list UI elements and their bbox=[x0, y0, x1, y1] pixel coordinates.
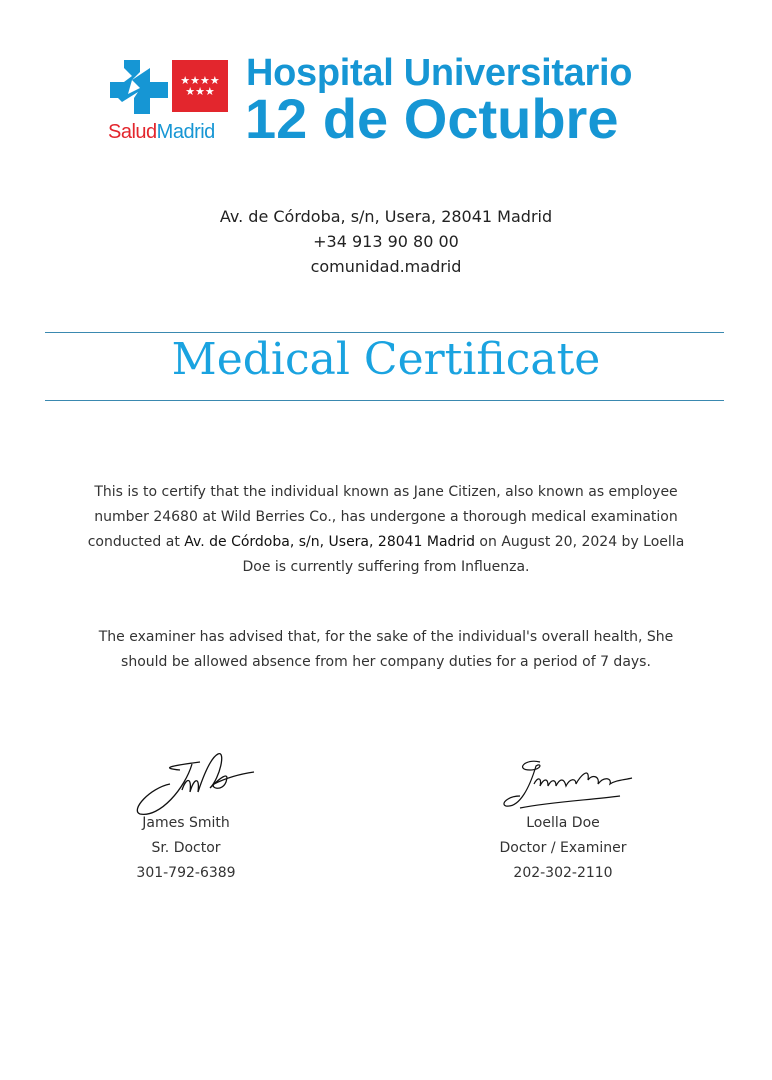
advice-paragraph: The examiner has advised that, for the sake of the individual's overall health, She should be allowed absence from her company duties for a period of 7 days. bbox=[98, 629, 674, 670]
address: Av. de Córdoba, s/n, Usera, 28041 Madrid bbox=[219, 207, 553, 226]
brand-part-madrid: Madrid bbox=[156, 121, 215, 143]
hospital-name-line2: 12 de Octubre bbox=[245, 87, 619, 150]
document-title: Medical Certificate bbox=[171, 334, 601, 385]
salud-madrid-star-icon bbox=[110, 58, 170, 114]
brand-part-salud: Salud bbox=[108, 121, 157, 143]
signature-james-smith bbox=[130, 748, 260, 820]
salud-madrid-logo-text bbox=[108, 121, 215, 144]
signatory-phone: 202-302-2110 bbox=[513, 865, 613, 881]
signatory-name: Loella Doe bbox=[526, 815, 600, 831]
phone: +34 913 90 80 00 bbox=[313, 232, 459, 251]
stars-row: ★★★★ bbox=[180, 74, 220, 87]
text: on August 20, 2024 by Loella Doe is currently suffering from Influenza. bbox=[242, 534, 685, 575]
signatory-left bbox=[66, 811, 306, 886]
divider-bottom bbox=[45, 400, 724, 401]
signatory-right bbox=[443, 811, 683, 886]
stars-row: ★★★ bbox=[185, 85, 215, 98]
madrid-flag-logo bbox=[172, 60, 228, 112]
website: comunidad.madrid bbox=[310, 257, 462, 276]
hospital-name-line1: Hospital Universitario bbox=[246, 52, 633, 94]
certification-paragraph bbox=[80, 480, 692, 580]
exam-location: Av. de Córdoba, s/n, Usera, 28041 Madrid bbox=[184, 534, 475, 550]
signatory-phone: 301-792-6389 bbox=[136, 865, 236, 881]
signature-loella-doe bbox=[500, 756, 635, 816]
signatory-name: James Smith bbox=[142, 815, 230, 831]
signatory-role: Doctor / Examiner bbox=[499, 840, 627, 856]
text: This is to certify that the individual known as Jane Citizen, also known as employee number 24680 at Wild Berries Co., has undergone a thorough medical examination conducted at bbox=[87, 484, 678, 550]
divider-top bbox=[45, 332, 724, 333]
contact-block bbox=[0, 204, 772, 279]
signatory-role: Sr. Doctor bbox=[151, 840, 221, 856]
